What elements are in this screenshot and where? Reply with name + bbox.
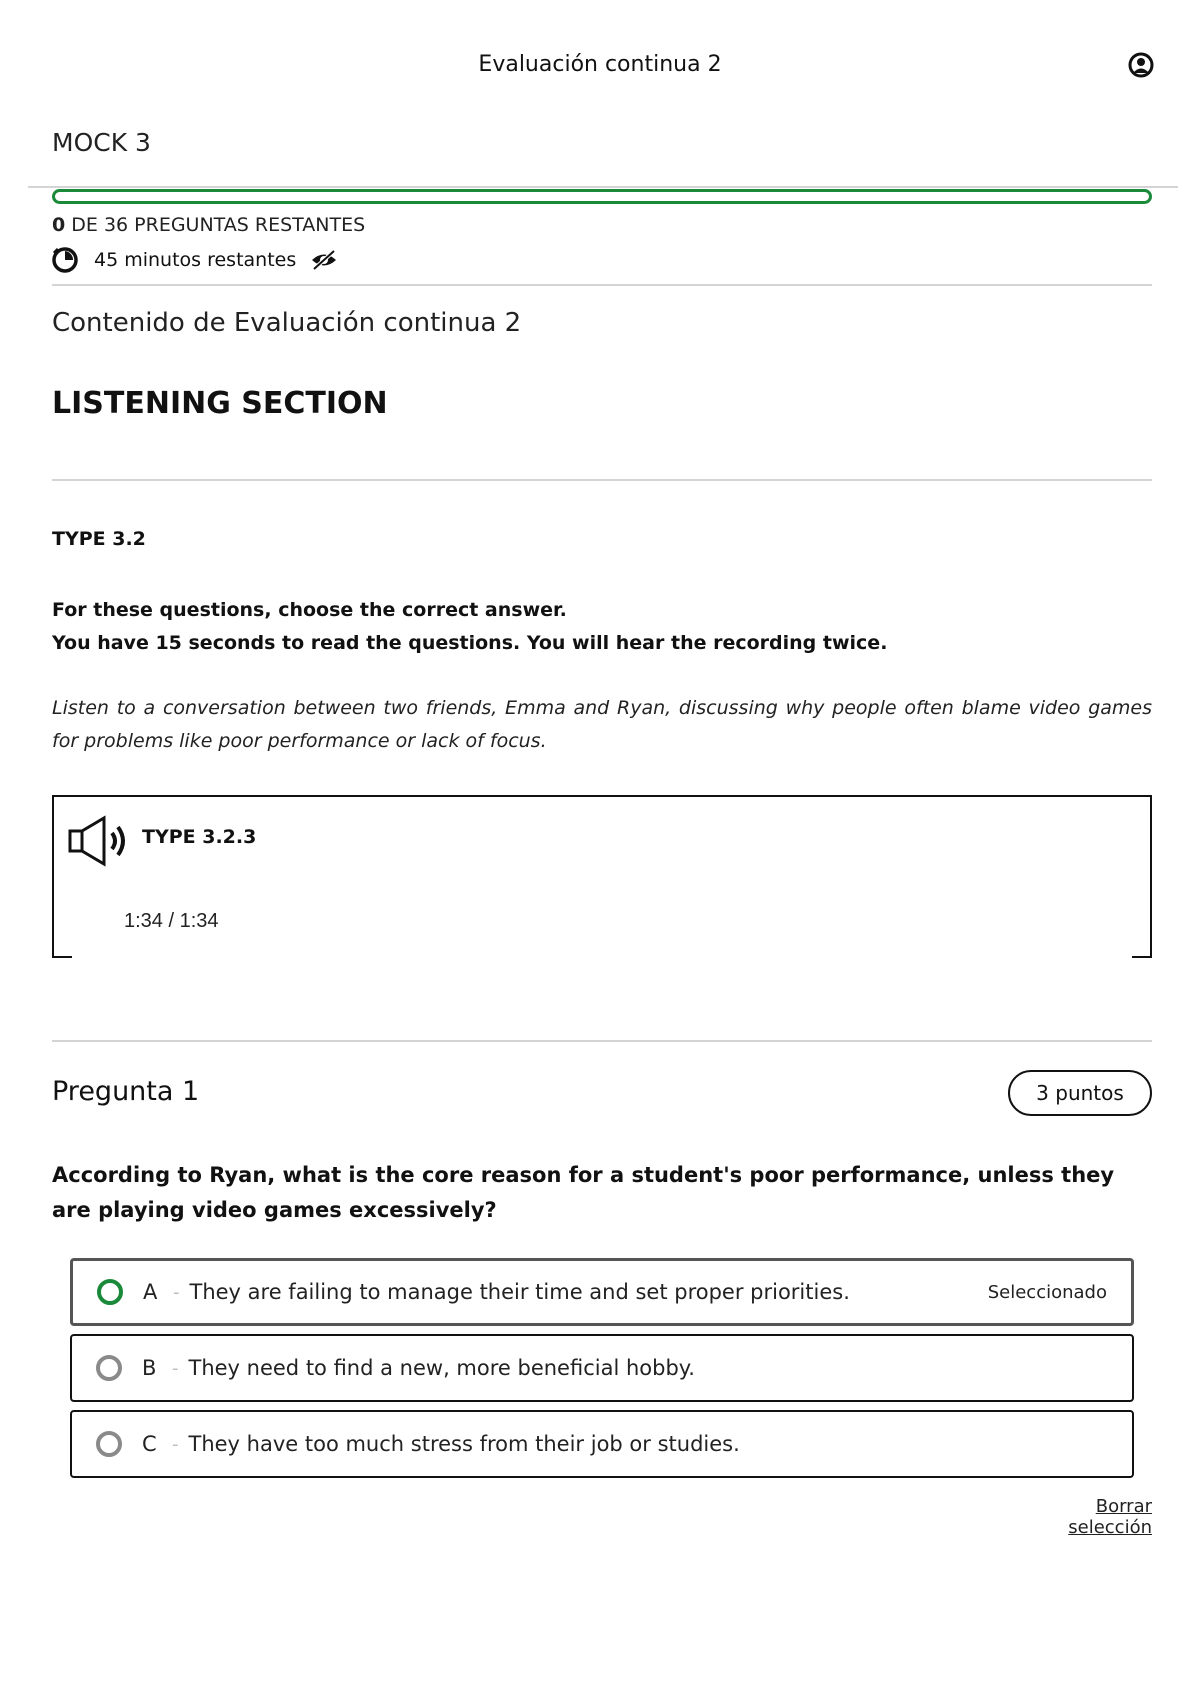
option-text: They need to find a new, more beneficial hobby. xyxy=(188,1356,695,1380)
divider xyxy=(52,1040,1152,1042)
speaker-icon xyxy=(68,815,130,867)
divider xyxy=(28,186,1178,188)
option-letter: B xyxy=(142,1356,157,1380)
option-status: Seleccionado xyxy=(987,1281,1107,1303)
timer-icon xyxy=(52,247,78,273)
timer-text: 45 minutos restantes xyxy=(94,249,297,271)
page-header xyxy=(0,40,1200,90)
audio-player xyxy=(52,795,1152,958)
divider xyxy=(52,284,1152,286)
radio-unselected-icon[interactable] xyxy=(96,1355,122,1381)
audio-label: TYPE 3.2.3 xyxy=(142,826,257,848)
option-separator: - xyxy=(172,1433,179,1455)
instructions xyxy=(52,594,887,660)
points-badge: 3 puntos xyxy=(1008,1070,1152,1116)
content-title: Contenido de Evaluación continua 2 xyxy=(52,308,522,338)
audio-time[interactable]: 1:34 / 1:34 xyxy=(124,910,219,932)
radio-unselected-icon[interactable] xyxy=(96,1431,122,1457)
instruction-line: For these questions, choose the correct answer. xyxy=(52,599,567,621)
option-separator: - xyxy=(172,1357,179,1379)
answer-option-c[interactable] xyxy=(70,1410,1134,1478)
answer-option-b[interactable] xyxy=(70,1334,1134,1402)
option-letter: A xyxy=(143,1280,158,1304)
timer xyxy=(52,245,338,275)
audio-box-corner xyxy=(52,956,72,958)
remaining-text: DE 36 PREGUNTAS RESTANTES xyxy=(71,214,366,236)
questions-remaining xyxy=(52,214,365,236)
answered-count: 0 xyxy=(52,214,66,236)
header-title: Evaluación continua 2 xyxy=(478,52,722,77)
option-text: They have too much stress from their job or studies. xyxy=(188,1432,740,1456)
radio-selected-icon[interactable] xyxy=(97,1279,123,1305)
section-title: LISTENING SECTION xyxy=(52,386,388,421)
question-text: According to Ryan, what is the core reason for a student's poor performance, unless they are playing video games excessively? xyxy=(52,1163,1115,1222)
option-text: They are failing to manage their time and set proper priorities. xyxy=(189,1280,850,1304)
clear-selection-link[interactable]: Borrar selección xyxy=(1068,1496,1152,1538)
instruction-line: You have 15 seconds to read the questions. You will hear the recording twice. xyxy=(52,632,888,654)
option-separator: - xyxy=(173,1281,180,1303)
progress-bar xyxy=(52,189,1152,204)
audio-box-corner xyxy=(1132,956,1152,958)
option-letter: C xyxy=(142,1432,157,1456)
eye-off-icon[interactable] xyxy=(310,249,338,271)
exam-name: MOCK 3 xyxy=(52,128,151,157)
user-icon[interactable] xyxy=(1128,52,1154,78)
divider xyxy=(52,479,1152,481)
question-title: Pregunta 1 xyxy=(52,1076,200,1107)
type-label: TYPE 3.2 xyxy=(52,528,146,550)
answer-option-a[interactable] xyxy=(70,1258,1134,1326)
listening-context: Listen to a conversation between two friends, Emma and Ryan, discussing why people often blame video games for problems like poor performance or lack of focus. xyxy=(52,697,1152,752)
